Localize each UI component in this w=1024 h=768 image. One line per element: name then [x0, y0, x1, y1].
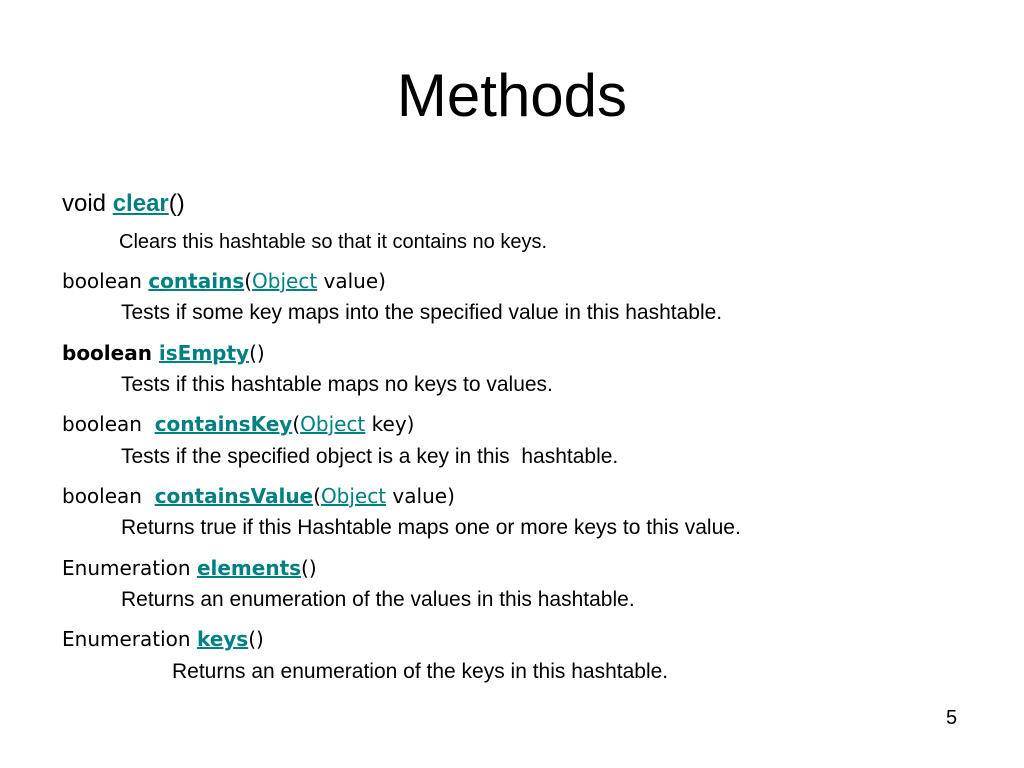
return-type: Enumeration — [62, 627, 191, 651]
method-link-clear[interactable]: clear — [112, 190, 169, 217]
paren-close: ) — [256, 341, 265, 365]
method-link-isempty[interactable]: isEmpty — [158, 341, 250, 365]
method-signature — [62, 340, 265, 366]
return-type: Enumeration — [62, 556, 191, 580]
method-link-elements[interactable]: elements — [196, 556, 302, 580]
paren-close: ) — [378, 269, 386, 293]
method-signature — [62, 483, 455, 509]
method-link-keys[interactable]: keys — [196, 627, 249, 651]
arg-name: key — [365, 412, 407, 436]
method-description: Returns true if this Hashtable maps one or more keys to this value. — [121, 516, 741, 539]
return-type: boolean — [62, 484, 142, 508]
method-description: Tests if some key maps into the specified value in this hashtable. — [121, 301, 723, 324]
paren-open: ( — [313, 484, 321, 508]
method-signature — [62, 411, 414, 437]
method-link-contains[interactable]: contains — [148, 269, 245, 293]
method-link-containsvalue[interactable]: containsValue — [154, 484, 314, 508]
paren-close: ) — [447, 484, 455, 508]
paren-open: ( — [248, 627, 257, 651]
method-description: Clears this hashtable so that it contains no keys. — [119, 231, 548, 253]
type-link-object[interactable]: Object — [252, 269, 318, 293]
method-description: Tests if this hashtable maps no keys to values. — [121, 373, 553, 396]
return-type: boolean — [62, 412, 142, 436]
method-signature — [62, 555, 317, 581]
paren-open: ( — [249, 341, 257, 365]
method-signature — [62, 626, 264, 652]
paren-open: ( — [244, 269, 253, 293]
method-link-containskey[interactable]: containsKey — [154, 412, 293, 436]
return-type: boolean — [62, 269, 142, 293]
type-link-object[interactable]: Object — [320, 484, 387, 508]
page-number: 5 — [946, 707, 958, 729]
return-type: boolean — [62, 341, 152, 365]
arg-name: value — [317, 269, 379, 293]
paren-open: ( — [292, 412, 301, 436]
paren-close: ) — [256, 627, 264, 651]
arg-name: value — [386, 484, 448, 508]
paren-open: ( — [168, 190, 177, 217]
slide-title: Methods — [396, 62, 628, 129]
method-signature — [62, 189, 185, 219]
paren-open: ( — [301, 556, 309, 580]
return-type: void — [62, 190, 107, 217]
paren-close: ) — [308, 556, 317, 580]
method-description: Tests if the specified object is a key in this hashtable. — [121, 445, 619, 468]
method-signature — [62, 268, 386, 294]
method-description: Returns an enumeration of the values in this hashtable. — [121, 588, 635, 611]
paren-close: ) — [176, 190, 185, 217]
type-link-object[interactable]: Object — [300, 412, 366, 436]
paren-close: ) — [406, 412, 415, 436]
method-description: Returns an enumeration of the keys in this hashtable. — [172, 660, 669, 683]
